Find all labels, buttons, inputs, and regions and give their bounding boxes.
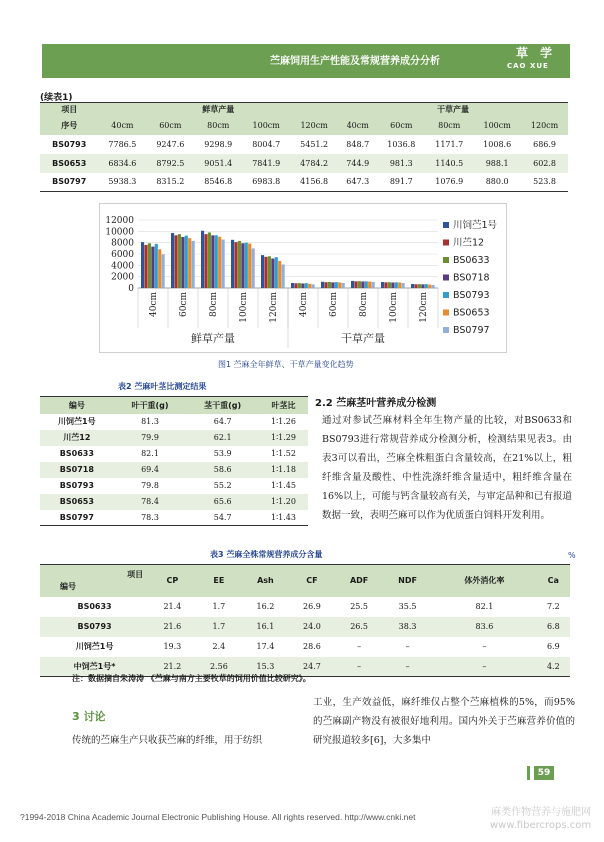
table-row xyxy=(40,510,308,526)
column-header: 60cm xyxy=(146,117,194,135)
corner-no-label: 编号 xyxy=(60,581,76,591)
bar xyxy=(418,284,421,288)
bar xyxy=(192,241,195,288)
table-cell: 1∶1.45 xyxy=(270,481,296,490)
bar xyxy=(428,285,431,288)
y-tick-label: 2000 xyxy=(111,272,134,283)
table-cell: 1∶1.43 xyxy=(259,510,308,526)
bar xyxy=(162,254,165,288)
bar xyxy=(144,245,147,288)
row-label: 中饲苎1号* xyxy=(40,657,149,677)
bar xyxy=(174,235,177,288)
bar xyxy=(275,257,278,288)
table-cell: 1.7 xyxy=(196,617,243,637)
bar xyxy=(158,249,161,288)
legend-swatch xyxy=(443,327,449,333)
bar xyxy=(381,282,384,288)
running-title: 苎麻饲用生产性能及常规营养成分分析 xyxy=(270,56,440,67)
x-tick-label: 80cm xyxy=(209,292,219,318)
section-2-2-heading: 2.2 苎麻茎叶营养成分检测 xyxy=(315,398,437,409)
bar xyxy=(331,282,334,288)
table-cell: 848.7 xyxy=(346,139,370,149)
column-header: Ash xyxy=(242,565,289,597)
bar xyxy=(398,282,401,288)
table-row xyxy=(40,617,570,637)
legend-label: BS0633 xyxy=(453,255,490,266)
bar xyxy=(141,242,144,288)
table-cell: – xyxy=(335,657,383,677)
bar xyxy=(211,235,214,288)
bar xyxy=(151,247,154,288)
section-3-text-right: 工业，生产效益低，麻纤维仅占整个苎麻植株的5%，而95%的苎麻副产物没有被很好地利用。国内外关于苎麻营养价值的研究报道较多[6]，大多集中 xyxy=(313,697,575,746)
table-row xyxy=(40,478,308,494)
table-cell: 79.8 xyxy=(141,481,159,490)
column-header: 叶干重(g) xyxy=(114,397,187,414)
watermark xyxy=(490,806,591,832)
column-header: 120cm xyxy=(290,117,338,135)
table-cell: 38.3 xyxy=(383,617,432,637)
bar xyxy=(414,284,417,288)
bar xyxy=(245,243,248,288)
table-cell: 5451.2 xyxy=(300,139,329,149)
table-cell: 6983.8 xyxy=(242,173,290,192)
corner-no-header: 序号 xyxy=(40,117,98,135)
table-row xyxy=(40,637,570,657)
table-row xyxy=(40,173,568,192)
nutrition-table xyxy=(40,564,570,677)
x-tick-label: 120cm xyxy=(419,292,429,323)
table-cell: – xyxy=(432,657,537,677)
table-row xyxy=(40,414,308,430)
row-label: BS0718 xyxy=(40,462,114,478)
group-label: 鲜草产量 xyxy=(191,332,235,345)
table-cell: 54.7 xyxy=(186,510,259,526)
bar xyxy=(271,259,274,288)
bar xyxy=(268,256,271,288)
bar xyxy=(388,282,391,288)
table-cell: 21.2 xyxy=(149,657,196,677)
bar xyxy=(328,282,331,288)
bar xyxy=(354,281,357,288)
yield-table xyxy=(40,102,568,192)
bar xyxy=(241,243,244,288)
table-cell: 8792.5 xyxy=(146,154,194,173)
table-cell: 21.6 xyxy=(149,617,196,637)
legend-label: BS0718 xyxy=(453,272,490,284)
bar xyxy=(324,282,327,288)
table-cell: 28.6 xyxy=(303,642,321,651)
legend-label: BS0793 xyxy=(453,290,490,301)
table-cell: 16.1 xyxy=(242,617,289,637)
table-cell: – xyxy=(405,642,410,651)
bar xyxy=(308,284,311,288)
bar xyxy=(411,284,414,288)
table-row xyxy=(40,135,568,154)
table-cell: 25.5 xyxy=(350,602,368,611)
y-tick-label: 10000 xyxy=(105,227,134,238)
table-cell: 4.2 xyxy=(537,657,570,677)
table-cell: 1∶1.18 xyxy=(259,462,308,478)
table-cell: 9247.6 xyxy=(156,139,185,149)
table-cell: 880.0 xyxy=(473,173,521,192)
bar xyxy=(368,282,371,288)
table-cell: 7786.5 xyxy=(108,139,137,149)
table-cell: 82.1 xyxy=(141,449,159,458)
table-cell: 1∶1.26 xyxy=(270,417,296,426)
bar xyxy=(321,282,324,288)
x-tick-label: 60cm xyxy=(329,292,339,318)
legend-label: BS0797 xyxy=(453,325,490,336)
table-cell: 744.9 xyxy=(338,154,377,173)
corner-header xyxy=(40,565,149,597)
column-header: 100cm xyxy=(242,117,290,135)
row-label: BS0653 xyxy=(40,494,114,510)
table-cell: 981.3 xyxy=(377,154,425,173)
row-label: BS0793 xyxy=(40,617,149,637)
page-number-bar xyxy=(527,766,530,780)
bar xyxy=(188,238,191,288)
table-cell: 9298.9 xyxy=(204,139,233,149)
y-tick-label: 6000 xyxy=(111,250,134,260)
bar xyxy=(298,283,301,288)
table-cell: – xyxy=(383,657,432,677)
legend-swatch xyxy=(443,292,449,298)
table-cell: 17.4 xyxy=(256,642,275,651)
table-cell: 24.0 xyxy=(289,617,336,637)
table-cell: 24.7 xyxy=(289,657,336,677)
x-tick-label: 40cm xyxy=(299,292,309,318)
legend-label: 川饲苎1号 xyxy=(453,220,498,231)
column-header: CP xyxy=(149,565,196,597)
table-cell: 1171.7 xyxy=(435,139,464,149)
bar xyxy=(252,248,255,288)
column-header: 100cm xyxy=(473,117,521,135)
table-cell: 78.4 xyxy=(114,494,187,510)
bar xyxy=(185,236,188,288)
legend-swatch xyxy=(443,222,449,228)
table-cell: 82.1 xyxy=(475,602,494,611)
column-header: 40cm xyxy=(98,117,146,135)
legend-swatch xyxy=(443,240,449,246)
column-header: 叶茎比 xyxy=(259,397,308,414)
column-header: 编号 xyxy=(40,397,114,414)
table3-note: 注：数据摘自朱涛涛 《苎麻与南方主要牧草的饲用价值比较研究》。 xyxy=(72,674,311,683)
table-cell: 35.5 xyxy=(398,602,417,611)
row-label: BS0633 xyxy=(59,449,94,458)
table-row xyxy=(40,154,568,173)
table-cell: 15.3 xyxy=(242,657,289,677)
table-cell: 1036.8 xyxy=(387,139,416,149)
bar xyxy=(264,257,267,288)
bar xyxy=(294,283,297,288)
watermark-line-1: 麻类作物营养与施肥网 xyxy=(491,807,592,818)
bar xyxy=(178,234,181,288)
table-cell: 65.6 xyxy=(186,494,259,510)
table-continued-label: (续表1) xyxy=(40,93,73,103)
bar xyxy=(234,242,237,288)
table-cell: 4156.8 xyxy=(290,173,338,192)
bar xyxy=(361,281,364,288)
y-tick-label: 4000 xyxy=(111,261,134,272)
bar xyxy=(181,237,184,288)
table-cell: 21.4 xyxy=(163,602,182,611)
bar xyxy=(248,244,251,288)
column-header: 60cm xyxy=(377,117,425,135)
table-cell: 1∶1.52 xyxy=(270,449,296,458)
journal-name-en: CAO XUE xyxy=(507,62,549,70)
yield-chart xyxy=(99,203,507,353)
figure-caption: 图1 苎麻全年鲜草、干草产量变化趋势 xyxy=(218,360,354,369)
table-cell: 988.1 xyxy=(473,154,521,173)
x-tick-label: 120cm xyxy=(269,292,279,323)
legend-label: BS0653 xyxy=(453,307,490,319)
column-header: 80cm xyxy=(194,117,242,135)
legend-swatch xyxy=(443,257,449,263)
row-label: BS0793 xyxy=(52,139,87,149)
table-row xyxy=(40,597,570,617)
table-cell: 58.6 xyxy=(186,462,259,478)
row-label: BS0633 xyxy=(77,602,112,611)
table-cell: 26.5 xyxy=(335,617,383,637)
legend-swatch xyxy=(443,310,449,316)
table-cell: 53.9 xyxy=(213,449,232,458)
table-cell: 6.9 xyxy=(546,642,560,651)
bar xyxy=(421,284,424,288)
bar xyxy=(171,233,174,288)
row-label: BS0793 xyxy=(59,481,94,490)
bar xyxy=(358,281,361,288)
table2-caption: 表2 苎麻叶茎比测定结果 xyxy=(118,382,207,391)
table-cell: 6.8 xyxy=(537,617,570,637)
table-cell: 2.4 xyxy=(212,642,226,651)
table-cell: 9051.4 xyxy=(194,154,242,173)
bar xyxy=(261,255,264,288)
row-label: 川饲苎1号 xyxy=(75,642,114,651)
bar xyxy=(278,261,281,288)
row-label: BS0797 xyxy=(40,173,98,192)
row-label: 川苎12 xyxy=(40,430,114,446)
bar xyxy=(155,244,158,288)
x-tick-label: 80cm xyxy=(359,292,369,318)
corner-item-label: 项目 xyxy=(127,569,144,579)
table-cell: 1140.5 xyxy=(425,154,473,173)
x-tick-label: 60cm xyxy=(179,292,189,318)
row-label: BS0797 xyxy=(40,510,114,526)
bar xyxy=(312,284,315,288)
bar xyxy=(432,285,435,288)
table-cell: 1.7 xyxy=(212,602,226,611)
legend-label: 川苎12 xyxy=(453,237,485,249)
table-cell: 81.3 xyxy=(141,417,159,426)
table-cell: 1∶1.29 xyxy=(259,430,308,446)
table-cell: 1008.6 xyxy=(483,139,512,149)
yield-chart-svg xyxy=(100,204,506,352)
bar xyxy=(291,283,294,288)
y-tick-label: 8000 xyxy=(111,238,134,249)
bar xyxy=(305,283,308,288)
table-cell: 7841.9 xyxy=(242,154,290,173)
table-cell: 8315.2 xyxy=(146,173,194,192)
bar xyxy=(208,232,211,288)
table-cell: 8004.7 xyxy=(252,139,281,149)
column-header: EE xyxy=(196,565,243,597)
column-header: 40cm xyxy=(338,117,377,135)
table-cell: 2.56 xyxy=(196,657,243,677)
row-label: 川饲苎1号 xyxy=(58,417,96,426)
table-row xyxy=(40,494,308,510)
journal-name-cn: 草 学 xyxy=(516,46,557,60)
leaf-stem-table xyxy=(40,396,308,526)
column-header: ADF xyxy=(335,565,383,597)
table-cell: 647.3 xyxy=(338,173,377,192)
table-cell: 16.2 xyxy=(256,602,275,611)
table3-unit: % xyxy=(568,551,576,560)
table-cell: 523.8 xyxy=(521,173,568,192)
table3-caption: 表3 苎麻全株常规营养成分含量 xyxy=(210,550,323,559)
x-tick-label: 100cm xyxy=(389,292,399,323)
bar xyxy=(351,281,354,288)
column-header: Ca xyxy=(537,565,570,597)
bar xyxy=(402,283,405,288)
bar xyxy=(395,282,398,288)
column-header: 120cm xyxy=(521,117,568,135)
bar xyxy=(204,234,207,288)
table-row xyxy=(40,430,308,446)
column-header: 80cm xyxy=(425,117,473,135)
table-cell: 78.3 xyxy=(114,510,187,526)
bar xyxy=(425,284,428,288)
table-cell: 686.9 xyxy=(533,139,557,149)
section-3-heading: 3 讨论 xyxy=(72,710,106,723)
table-cell: 69.4 xyxy=(114,462,187,478)
x-tick-label: 100cm xyxy=(239,292,249,323)
column-header: CF xyxy=(289,565,336,597)
bar xyxy=(215,235,218,288)
bar xyxy=(238,241,241,288)
bar xyxy=(391,283,394,288)
table-cell: 62.1 xyxy=(186,430,259,446)
bar xyxy=(342,283,345,288)
corner-item-header: 项目 xyxy=(40,103,98,117)
bar xyxy=(218,237,221,288)
bar xyxy=(384,282,387,288)
column-header: 茎干重(g) xyxy=(186,397,259,414)
table-cell: 891.7 xyxy=(377,173,425,192)
bar xyxy=(231,240,234,288)
table-cell: 5938.3 xyxy=(98,173,146,192)
table-cell: 8546.8 xyxy=(194,173,242,192)
bar xyxy=(335,282,338,288)
table-cell: 1076.9 xyxy=(425,173,473,192)
x-tick-label: 40cm xyxy=(149,292,159,318)
table-cell: – xyxy=(357,642,362,651)
bar xyxy=(338,282,341,288)
group-header-fresh: 鲜草产量 xyxy=(98,103,338,117)
bar xyxy=(372,282,375,288)
table-cell: – xyxy=(482,642,487,651)
table-cell: 7.2 xyxy=(546,602,560,611)
table-cell: 602.8 xyxy=(521,154,568,173)
column-header: 体外消化率 xyxy=(432,565,537,597)
watermark-line-2: www.fibercrops.com xyxy=(490,820,592,831)
table-cell: 1∶1.20 xyxy=(259,494,308,510)
legend-swatch xyxy=(443,275,449,281)
table-cell: 4784.2 xyxy=(290,154,338,173)
bar xyxy=(301,283,304,288)
table-cell: 83.6 xyxy=(432,617,537,637)
table-row xyxy=(40,462,308,478)
bar xyxy=(365,281,368,288)
bar xyxy=(282,264,285,288)
footer-copyright: ?1994-2018 China Academic Journal Electronic Publishing House. All rights reserved. http://www.cnki.net xyxy=(20,812,416,822)
section-2-2-paragraph: 通过对参试苎麻材料全年生物产量的比较，对BS0633和BS0793进行常规营养成分检测分析，检测结果见表3。由表3可以看出，苎麻全株粗蛋白含量较高，在21%以上，粗纤维含量及酸性、中性洗涤纤维含量适中，粗纤维含量在16%以上，可能与钙含量较高有关，与审定品种和已有报道数据一致，表明苎麻可以作为优质蛋白饲料开发利用。 xyxy=(322,415,572,521)
group-header-dry: 干草产量 xyxy=(338,103,568,117)
table-cell: 19.3 xyxy=(163,642,182,651)
bar xyxy=(148,243,151,288)
table-cell: 6834.6 xyxy=(98,154,146,173)
y-tick-label: 0 xyxy=(128,284,134,294)
column-header: NDF xyxy=(383,565,432,597)
table-cell: 64.7 xyxy=(213,417,232,426)
page-number: 59 xyxy=(534,766,554,780)
section-3-text-left: 传统的苎麻生产只收获苎麻的纤维，用于纺织 xyxy=(72,735,263,746)
table-cell: 55.2 xyxy=(213,481,232,490)
y-tick-label: 12000 xyxy=(105,216,134,226)
table-cell: 26.9 xyxy=(303,602,321,611)
bar xyxy=(222,240,225,288)
group-label: 干草产量 xyxy=(341,332,385,345)
table-cell: 79.9 xyxy=(114,430,187,446)
row-label: BS0653 xyxy=(40,154,98,173)
bar xyxy=(201,231,204,288)
table-row xyxy=(40,446,308,462)
